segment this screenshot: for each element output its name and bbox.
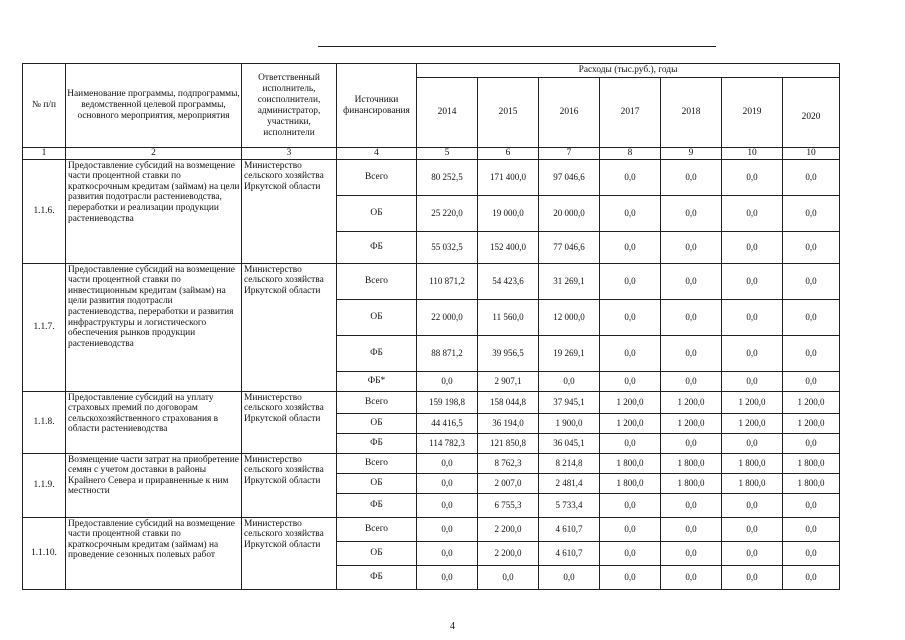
expense-value: 55 032,5 (417, 231, 478, 263)
header-num: № п/п (23, 64, 66, 148)
index-cell: 1 (23, 148, 66, 160)
expense-value: 6 755,3 (478, 493, 539, 517)
expense-value: 0,0 (539, 565, 600, 589)
expense-value: 1 800,0 (600, 473, 661, 493)
expense-value: 54 423,6 (478, 263, 539, 299)
index-row (23, 148, 840, 160)
expense-value: 0,0 (783, 263, 840, 299)
header-responsible: Ответственный исполнитель, соисполнители, администратор, участники, исполнители (242, 64, 337, 148)
table-header (23, 64, 840, 160)
expense-value: 1 200,0 (600, 413, 661, 433)
funding-source: ОБ (337, 473, 417, 493)
expense-value: 0,0 (478, 565, 539, 589)
expense-value: 0,0 (722, 493, 783, 517)
expense-value: 121 850,8 (478, 433, 539, 453)
expense-value: 0,0 (722, 565, 783, 589)
program-name: Предоставление субсидий на возмещение части процентной ставки по краткосрочным кредитам (займам) на проведение сезонных полевых работ (66, 517, 242, 589)
expense-value: 11 560,0 (478, 299, 539, 335)
expense-value: 0,0 (600, 517, 661, 541)
expense-value: 0,0 (600, 231, 661, 263)
index-cell: 7 (539, 148, 600, 160)
expense-value: 0,0 (783, 159, 840, 195)
expense-value: 0,0 (600, 159, 661, 195)
expense-value: 0,0 (600, 541, 661, 565)
expense-value: 0,0 (600, 433, 661, 453)
expense-value: 0,0 (722, 517, 783, 541)
expense-value: 0,0 (417, 371, 478, 391)
responsible-executor: Министерство сельского хозяйства Иркутской области (242, 517, 337, 589)
expense-value: 0,0 (783, 541, 840, 565)
expense-value: 0,0 (661, 263, 722, 299)
expense-value: 0,0 (600, 493, 661, 517)
funding-source: Всего (337, 391, 417, 413)
expense-value: 0,0 (661, 299, 722, 335)
funding-source: ФБ (337, 493, 417, 517)
expense-value: 0,0 (722, 433, 783, 453)
expense-value: 44 416,5 (417, 413, 478, 433)
expense-value: 0,0 (783, 299, 840, 335)
expense-value: 1 800,0 (722, 453, 783, 473)
expense-value: 0,0 (722, 195, 783, 231)
program-name: Предоставление субсидий на возмещение части процентной ставки по инвестиционным кредитам (займам) на цели развития подотрасли растениеводства, переработки и развития инфраструктуры и логистического обеспечения рынков продукции растениеводства (66, 263, 242, 391)
expense-value: 88 871,2 (417, 335, 478, 371)
funding-source: ОБ (337, 195, 417, 231)
expense-value: 1 900,0 (539, 413, 600, 433)
expense-value: 77 046,6 (539, 231, 600, 263)
expense-value: 0,0 (417, 565, 478, 589)
funding-source: Всего (337, 263, 417, 299)
index-cell: 9 (661, 148, 722, 160)
expense-value: 25 220,0 (417, 195, 478, 231)
expense-value: 0,0 (417, 473, 478, 493)
responsible-executor: Министерство сельского хозяйства Иркутской области (242, 159, 337, 263)
expense-value: 0,0 (661, 195, 722, 231)
header-year: 2016 (539, 78, 600, 148)
expense-value: 0,0 (417, 541, 478, 565)
funding-source: ОБ (337, 299, 417, 335)
expense-value: 159 198,8 (417, 391, 478, 413)
expense-value: 5 733,4 (539, 493, 600, 517)
expense-value: 1 800,0 (661, 473, 722, 493)
header-year: 2020 (783, 78, 840, 148)
page-number: 4 (450, 621, 455, 632)
header-year: 2017 (600, 78, 661, 148)
expense-value: 110 871,2 (417, 263, 478, 299)
expense-value: 1 200,0 (783, 391, 840, 413)
index-cell: 6 (478, 148, 539, 160)
expense-value: 0,0 (783, 335, 840, 371)
expense-value: 0,0 (783, 231, 840, 263)
expense-value: 152 400,0 (478, 231, 539, 263)
expense-value: 4 610,7 (539, 517, 600, 541)
expense-value: 0,0 (783, 565, 840, 589)
item-number: 1.1.8. (23, 391, 66, 453)
index-cell: 3 (242, 148, 337, 160)
index-cell: 10 (722, 148, 783, 160)
expense-value: 0,0 (661, 493, 722, 517)
index-cell: 4 (337, 148, 417, 160)
header-source: Источники финансирования (337, 64, 417, 148)
expense-value: 0,0 (600, 335, 661, 371)
expense-value: 0,0 (722, 159, 783, 195)
header-year: 2015 (478, 78, 539, 148)
expense-value: 36 194,0 (478, 413, 539, 433)
expense-value: 0,0 (722, 263, 783, 299)
table-row (23, 391, 840, 413)
expense-value: 1 800,0 (600, 453, 661, 473)
signature-line (318, 46, 716, 47)
expense-value: 4 610,7 (539, 541, 600, 565)
expense-value: 0,0 (722, 231, 783, 263)
expense-value: 0,0 (661, 541, 722, 565)
expense-value: 1 800,0 (783, 473, 840, 493)
funding-source: ФБ (337, 231, 417, 263)
expense-value: 19 000,0 (478, 195, 539, 231)
funding-source: ФБ (337, 335, 417, 371)
expense-value: 0,0 (417, 517, 478, 541)
expense-value: 0,0 (600, 263, 661, 299)
expense-value: 0,0 (722, 335, 783, 371)
expense-value: 1 200,0 (661, 391, 722, 413)
table-row (23, 453, 840, 473)
expenses-table (22, 63, 840, 590)
expense-value: 0,0 (722, 371, 783, 391)
responsible-executor: Министерство сельского хозяйства Иркутской области (242, 391, 337, 453)
expense-value: 0,0 (783, 371, 840, 391)
expense-value: 1 200,0 (783, 413, 840, 433)
header-program-name: Наименование программы, подпрограммы, ведомственной целевой программы, основного мероприятия, мероприятия (66, 64, 242, 148)
expense-value: 0,0 (722, 299, 783, 335)
expense-value: 0,0 (783, 493, 840, 517)
program-name: Возмещение части затрат на приобретение семян с учетом доставки в районы Крайнего Севера и приравненные к ним местности (66, 453, 242, 517)
expense-value: 0,0 (722, 541, 783, 565)
funding-source: ОБ (337, 541, 417, 565)
expense-value: 0,0 (600, 371, 661, 391)
expense-value: 37 945,1 (539, 391, 600, 413)
expense-value: 2 007,0 (478, 473, 539, 493)
expense-value: 39 956,5 (478, 335, 539, 371)
header-year: 2019 (722, 78, 783, 148)
expense-value: 114 782,3 (417, 433, 478, 453)
expense-value: 22 000,0 (417, 299, 478, 335)
expense-value: 80 252,5 (417, 159, 478, 195)
expense-value: 0,0 (417, 453, 478, 473)
expense-value: 0,0 (661, 159, 722, 195)
expense-value: 0,0 (417, 493, 478, 517)
expense-value: 0,0 (600, 299, 661, 335)
funding-source: ФБ* (337, 371, 417, 391)
funding-source: Всего (337, 517, 417, 541)
responsible-executor: Министерство сельского хозяйства Иркутской области (242, 453, 337, 517)
header-year: 2018 (661, 78, 722, 148)
item-number: 1.1.6. (23, 159, 66, 263)
expense-value: 31 269,1 (539, 263, 600, 299)
expense-value: 0,0 (783, 195, 840, 231)
expense-value: 8 214,8 (539, 453, 600, 473)
expense-value: 2 200,0 (478, 517, 539, 541)
expense-value: 0,0 (661, 371, 722, 391)
expense-value: 1 800,0 (783, 453, 840, 473)
expense-value: 1 800,0 (722, 473, 783, 493)
header-expenses: Расходы (тыс.руб.), годы (417, 64, 840, 78)
expense-value: 19 269,1 (539, 335, 600, 371)
expense-value: 36 045,1 (539, 433, 600, 453)
expense-value: 171 400,0 (478, 159, 539, 195)
expense-value: 0,0 (661, 517, 722, 541)
expense-value: 0,0 (600, 565, 661, 589)
expense-value: 1 200,0 (661, 413, 722, 433)
index-cell: 10 (783, 148, 840, 160)
index-cell: 8 (600, 148, 661, 160)
program-name: Предоставление субсидий на уплату страховых премий по договорам сельскохозяйственного страхования в области растениеводства (66, 391, 242, 453)
table-row (23, 159, 840, 195)
header-year: 2014 (417, 78, 478, 148)
item-number: 1.1.10. (23, 517, 66, 589)
expense-value: 1 200,0 (722, 391, 783, 413)
expense-value: 20 000,0 (539, 195, 600, 231)
expense-value: 97 046,6 (539, 159, 600, 195)
funding-source: Всего (337, 159, 417, 195)
table-row (23, 263, 840, 299)
index-cell: 2 (66, 148, 242, 160)
expense-value: 0,0 (600, 195, 661, 231)
expense-value: 0,0 (539, 371, 600, 391)
funding-source: ОБ (337, 413, 417, 433)
expense-value: 158 044,8 (478, 391, 539, 413)
funding-source: ФБ (337, 565, 417, 589)
table-body (23, 159, 840, 589)
expense-value: 0,0 (783, 433, 840, 453)
funding-source: Всего (337, 453, 417, 473)
item-number: 1.1.9. (23, 453, 66, 517)
expense-value: 1 200,0 (600, 391, 661, 413)
expense-value: 0,0 (661, 565, 722, 589)
expense-value: 1 800,0 (661, 453, 722, 473)
table-row (23, 517, 840, 541)
funding-source: ФБ (337, 433, 417, 453)
expense-value: 2 481,4 (539, 473, 600, 493)
expense-value: 2 200,0 (478, 541, 539, 565)
expense-value: 0,0 (661, 231, 722, 263)
expense-value: 8 762,3 (478, 453, 539, 473)
expense-value: 2 907,1 (478, 371, 539, 391)
expense-value: 0,0 (661, 335, 722, 371)
responsible-executor: Министерство сельского хозяйства Иркутской области (242, 263, 337, 391)
item-number: 1.1.7. (23, 263, 66, 391)
index-cell: 5 (417, 148, 478, 160)
program-name: Предоставление субсидий на возмещение части процентной ставки по краткосрочным кредитам (займам) на цели развития подотрасли растениеводства, переработки и реализации продукции растениеводства (66, 159, 242, 263)
expense-value: 1 200,0 (722, 413, 783, 433)
expense-value: 12 000,0 (539, 299, 600, 335)
expense-value: 0,0 (783, 517, 840, 541)
expense-value: 0,0 (661, 433, 722, 453)
